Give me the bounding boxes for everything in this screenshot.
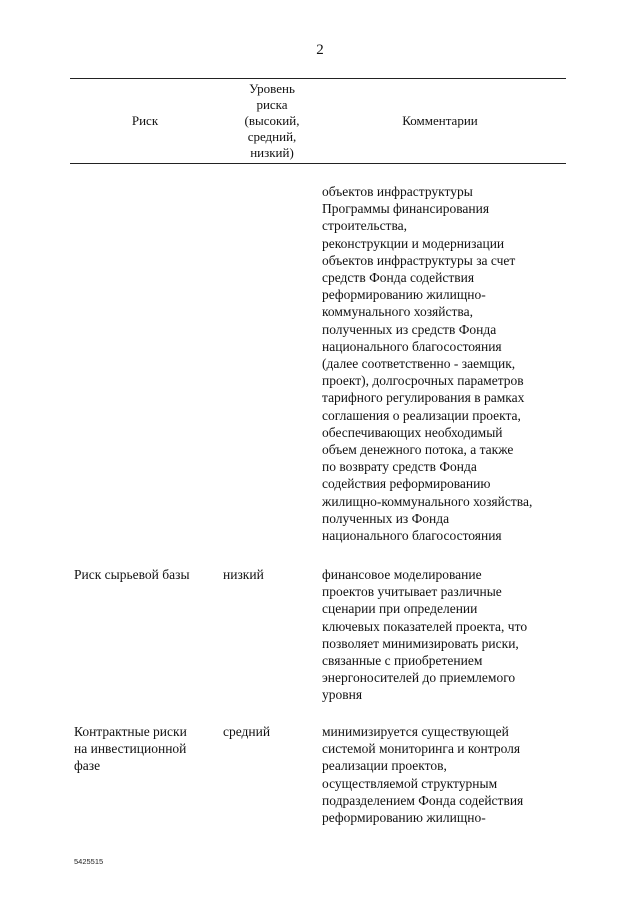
row-1-comment: финансовое моделирование проектов учитывает различные сценарии при определении ключевых показателей проекта, что позволяет минимизировать риски, связанные с приобретением энергоносителей до приемлемого уровня xyxy=(322,567,528,703)
page-number: 2 xyxy=(316,42,324,58)
table-top-rule xyxy=(70,78,566,79)
row-1-level: низкий xyxy=(223,567,264,582)
header-risk: Риск xyxy=(131,113,159,128)
header-risk-level: Уровень риска (высокий, средний, низкий) xyxy=(244,81,300,160)
row-2-comment: минимизируется существующей системой мониторинга и контроля реализации проектов, осуществляемой структурным подразделением Фонда содействия реформированию жилищно- xyxy=(322,724,524,826)
row-1-risk: Риск сырьевой базы xyxy=(74,567,190,582)
header-comments: Комментарии xyxy=(402,113,478,128)
row-2-risk: Контрактные риски на инвестиционной фазе xyxy=(74,724,187,774)
row-0-comment: объектов инфраструктуры Программы финансирования строительства, реконструкции и модернизации объектов инфраструктуры за счет средств Фонда содействия реформированию жилищно- коммунального хозяйства, полученных из средств Фонда национального благосостояния (далее соответственно - заемщик, проект), долгосрочных параметров тарифного регулирования в рамках соглашения о реализации проекта, обеспечивающих необходимый объем денежного потока, а также по возврату средств Фонда содействия реформированию жилищно-коммунального хозяйства, полученных из Фонда национального благосостояния xyxy=(322,184,533,544)
document-code: 5425515 xyxy=(74,857,104,866)
table-header-rule xyxy=(70,163,566,164)
row-2-level: средний xyxy=(223,724,271,739)
